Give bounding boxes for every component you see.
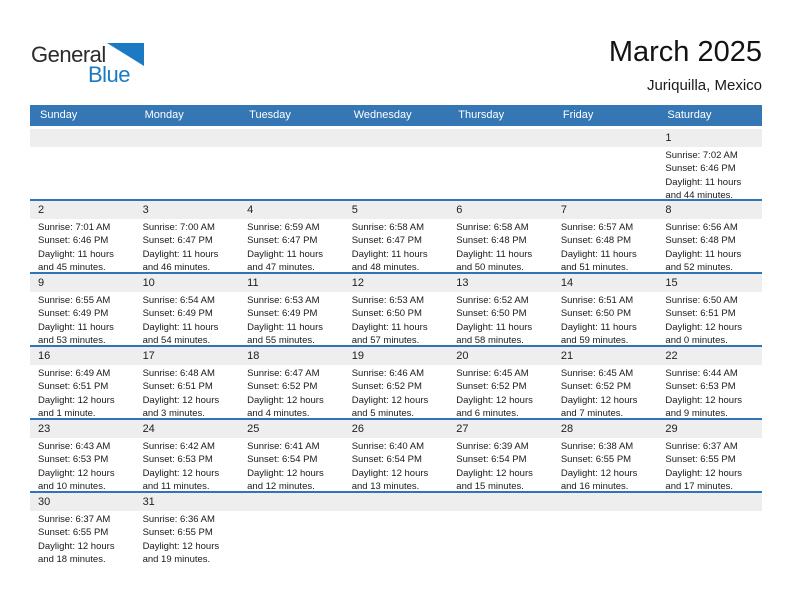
info-line: Sunrise: 6:53 AM	[247, 295, 320, 306]
week-row-3	[30, 272, 762, 345]
day-info	[30, 438, 135, 491]
info-line: Sunrise: 6:52 AM	[456, 295, 529, 306]
info-line: Sunset: 6:50 PM	[560, 308, 632, 320]
day-cell-empty	[448, 493, 553, 564]
info-line: Daylight: 12 hours	[247, 394, 324, 406]
day-cell-26	[344, 420, 449, 491]
info-line: and 44 minutes.	[665, 189, 734, 199]
day-cell-empty	[135, 129, 240, 199]
info-line: Sunrise: 7:02 AM	[665, 150, 738, 161]
info-line: Sunset: 6:46 PM	[38, 235, 109, 247]
day-cell-11	[239, 274, 344, 345]
info-line: Sunset: 6:52 PM	[247, 381, 318, 393]
info-line: Sunrise: 6:48 AM	[142, 368, 215, 379]
info-line: Sunrise: 6:58 AM	[456, 222, 529, 233]
day-cell-16	[30, 347, 135, 418]
day-info	[135, 511, 240, 564]
day-number	[344, 129, 449, 147]
day-number: 24	[135, 420, 240, 438]
day-number	[135, 129, 240, 147]
info-line: Sunset: 6:54 PM	[456, 454, 527, 466]
info-line: Daylight: 12 hours	[247, 467, 324, 479]
day-cell-30	[30, 493, 135, 564]
info-line: Sunset: 6:52 PM	[560, 381, 632, 393]
info-line: Sunset: 6:51 PM	[665, 308, 736, 320]
logo-text-blue: Blue	[88, 62, 131, 87]
day-cell-12	[344, 274, 449, 345]
day-number: 8	[657, 201, 762, 219]
info-line: Sunrise: 6:54 AM	[142, 295, 215, 306]
info-line: Sunrise: 6:50 AM	[665, 295, 738, 306]
day-number	[553, 493, 658, 511]
info-line: Daylight: 11 hours	[38, 321, 114, 333]
info-line: Daylight: 11 hours	[560, 321, 637, 333]
day-info	[448, 292, 553, 345]
info-line: Sunrise: 7:01 AM	[38, 222, 111, 233]
day-info	[135, 292, 240, 345]
info-line: and 18 minutes.	[38, 553, 106, 564]
info-line: Sunset: 6:49 PM	[38, 308, 109, 320]
day-number: 3	[135, 201, 240, 219]
info-line: Daylight: 12 hours	[665, 394, 742, 406]
info-line: Daylight: 11 hours	[665, 248, 742, 260]
day-cell-empty	[344, 129, 449, 199]
info-line: and 3 minutes.	[142, 407, 205, 418]
info-line: Sunrise: 6:59 AM	[247, 222, 320, 233]
info-line: Sunset: 6:48 PM	[456, 235, 527, 247]
info-line: and 52 minutes.	[665, 261, 734, 272]
day-number: 25	[239, 420, 344, 438]
day-number: 19	[344, 347, 449, 365]
weekday-tuesday: Tuesday	[249, 109, 291, 121]
weekday-thursday: Thursday	[458, 109, 505, 121]
day-number: 2	[30, 201, 135, 219]
info-line: and 59 minutes.	[560, 334, 629, 345]
day-cell-22	[657, 347, 762, 418]
info-line: Daylight: 12 hours	[38, 394, 115, 406]
info-line: and 10 minutes.	[38, 480, 106, 491]
info-line: Daylight: 12 hours	[560, 467, 638, 479]
info-line: Sunset: 6:47 PM	[247, 235, 318, 247]
day-info	[448, 438, 553, 491]
day-info	[553, 365, 658, 418]
day-info	[448, 365, 553, 418]
info-line: Sunset: 6:55 PM	[665, 454, 736, 466]
day-cell-19	[344, 347, 449, 418]
info-line: Daylight: 11 hours	[351, 248, 428, 260]
day-cell-28	[553, 420, 658, 491]
info-line: Daylight: 11 hours	[456, 248, 533, 260]
page-location: Juriquilla, Mexico	[646, 77, 762, 94]
day-cell-9	[30, 274, 135, 345]
info-line: Sunrise: 6:46 AM	[351, 368, 425, 379]
weekday-saturday: Saturday	[667, 109, 712, 121]
info-line: Sunrise: 6:43 AM	[38, 441, 111, 452]
info-line: and 46 minutes.	[142, 261, 211, 272]
info-line: Daylight: 12 hours	[142, 467, 220, 479]
info-line: Sunset: 6:51 PM	[142, 381, 213, 393]
info-line: Sunset: 6:47 PM	[351, 235, 422, 247]
info-line: and 6 minutes.	[456, 407, 519, 418]
day-cell-3	[135, 201, 240, 272]
day-number: 23	[30, 420, 135, 438]
info-line: Daylight: 11 hours	[142, 248, 219, 260]
day-number	[657, 493, 762, 511]
info-line: Sunrise: 6:42 AM	[142, 441, 215, 452]
day-cell-1	[657, 129, 762, 199]
day-info	[553, 292, 658, 345]
day-number: 31	[135, 493, 240, 511]
day-number: 26	[344, 420, 449, 438]
day-info	[553, 219, 658, 272]
info-line: and 9 minutes.	[665, 407, 728, 418]
day-number: 28	[553, 420, 658, 438]
day-info	[344, 438, 449, 491]
day-info	[239, 438, 344, 491]
info-line: Daylight: 12 hours	[456, 394, 533, 406]
day-number	[344, 493, 449, 511]
day-cell-empty	[553, 493, 658, 564]
info-line: Sunset: 6:47 PM	[142, 235, 213, 247]
info-line: Sunrise: 6:37 AM	[38, 514, 111, 525]
day-info	[344, 219, 449, 272]
day-cell-empty	[239, 129, 344, 199]
info-line: Sunset: 6:46 PM	[665, 163, 736, 175]
info-line: and 13 minutes.	[351, 480, 420, 491]
day-info	[239, 365, 344, 418]
info-line: Sunset: 6:50 PM	[456, 308, 527, 320]
info-line: Sunset: 6:49 PM	[142, 308, 213, 320]
general-blue-logo	[31, 42, 151, 94]
info-line: and 53 minutes.	[38, 334, 106, 345]
day-cell-24	[135, 420, 240, 491]
info-line: and 17 minutes.	[665, 480, 734, 491]
weekday-sunday: Sunday	[40, 109, 78, 121]
day-cell-empty	[657, 493, 762, 564]
info-line: Sunset: 6:52 PM	[351, 381, 422, 393]
day-info	[657, 219, 762, 272]
day-info	[239, 292, 344, 345]
info-line: Sunset: 6:53 PM	[665, 381, 736, 393]
day-info	[30, 365, 135, 418]
info-line: Daylight: 11 hours	[142, 321, 219, 333]
day-number: 9	[30, 274, 135, 292]
day-cell-4	[239, 201, 344, 272]
info-line: Sunrise: 6:55 AM	[38, 295, 111, 306]
info-line: Daylight: 12 hours	[351, 467, 429, 479]
info-line: Daylight: 11 hours	[560, 248, 637, 260]
weekday-wednesday: Wednesday	[353, 109, 412, 121]
info-line: Daylight: 12 hours	[456, 467, 533, 479]
day-info	[657, 438, 762, 491]
day-info	[30, 219, 135, 272]
info-line: Daylight: 12 hours	[665, 467, 742, 479]
info-line: and 54 minutes.	[142, 334, 211, 345]
day-cell-7	[553, 201, 658, 272]
day-number: 15	[657, 274, 762, 292]
day-number: 22	[657, 347, 762, 365]
day-cell-13	[448, 274, 553, 345]
info-line: Sunrise: 6:58 AM	[351, 222, 425, 233]
day-info	[657, 147, 762, 199]
info-line: and 55 minutes.	[247, 334, 315, 345]
info-line: Sunset: 6:53 PM	[38, 454, 109, 466]
day-cell-17	[135, 347, 240, 418]
info-line: Sunset: 6:48 PM	[560, 235, 632, 247]
day-number	[448, 493, 553, 511]
info-line: Daylight: 12 hours	[560, 394, 638, 406]
day-number	[448, 129, 553, 147]
page-title: March 2025	[608, 36, 762, 68]
day-info	[344, 365, 449, 418]
day-cell-31	[135, 493, 240, 564]
day-cell-23	[30, 420, 135, 491]
day-number: 12	[344, 274, 449, 292]
day-cell-empty	[30, 129, 135, 199]
info-line: Sunrise: 6:51 AM	[560, 295, 634, 306]
info-line: Sunset: 6:51 PM	[38, 381, 109, 393]
day-number: 5	[344, 201, 449, 219]
info-line: and 12 minutes.	[247, 480, 315, 491]
info-line: and 48 minutes.	[351, 261, 420, 272]
info-line: Sunrise: 6:37 AM	[665, 441, 738, 452]
info-line: Sunrise: 7:00 AM	[142, 222, 215, 233]
day-cell-empty	[553, 129, 658, 199]
day-cell-6	[448, 201, 553, 272]
info-line: and 16 minutes.	[560, 480, 629, 491]
day-cell-14	[553, 274, 658, 345]
calendar	[30, 105, 762, 564]
info-line: Daylight: 12 hours	[351, 394, 429, 406]
day-info	[448, 219, 553, 272]
info-line: and 19 minutes.	[142, 553, 211, 564]
info-line: and 47 minutes.	[247, 261, 315, 272]
info-line: Daylight: 12 hours	[38, 467, 115, 479]
day-number: 10	[135, 274, 240, 292]
day-info	[30, 511, 135, 564]
day-number: 11	[239, 274, 344, 292]
day-number: 20	[448, 347, 553, 365]
info-line: Daylight: 12 hours	[142, 394, 220, 406]
day-cell-15	[657, 274, 762, 345]
day-cell-29	[657, 420, 762, 491]
weekday-friday: Friday	[562, 109, 594, 121]
info-line: Sunset: 6:55 PM	[560, 454, 632, 466]
info-line: Sunrise: 6:49 AM	[38, 368, 111, 379]
info-line: Sunset: 6:49 PM	[247, 308, 318, 320]
info-line: Sunset: 6:48 PM	[665, 235, 736, 247]
info-line: Sunrise: 6:45 AM	[456, 368, 529, 379]
info-line: and 11 minutes.	[142, 480, 210, 491]
day-number: 30	[30, 493, 135, 511]
day-cell-8	[657, 201, 762, 272]
info-line: Sunrise: 6:57 AM	[560, 222, 634, 233]
info-line: and 51 minutes.	[560, 261, 629, 272]
week-row-2	[30, 199, 762, 272]
info-line: Sunset: 6:55 PM	[38, 527, 109, 539]
info-line: Sunrise: 6:41 AM	[247, 441, 320, 452]
info-line: Sunrise: 6:39 AM	[456, 441, 529, 452]
day-info	[135, 219, 240, 272]
info-line: Daylight: 11 hours	[247, 321, 324, 333]
info-line: Daylight: 11 hours	[38, 248, 114, 260]
day-cell-20	[448, 347, 553, 418]
day-cell-empty	[344, 493, 449, 564]
info-line: Sunset: 6:55 PM	[142, 527, 213, 539]
day-number	[239, 129, 344, 147]
day-info	[344, 292, 449, 345]
info-line: and 4 minutes.	[247, 407, 310, 418]
info-line: and 0 minutes.	[665, 334, 728, 345]
day-number: 13	[448, 274, 553, 292]
day-cell-empty	[448, 129, 553, 199]
weekday-monday: Monday	[144, 109, 184, 121]
info-line: Sunset: 6:54 PM	[351, 454, 422, 466]
info-line: Sunrise: 6:36 AM	[142, 514, 215, 525]
info-line: and 57 minutes.	[351, 334, 420, 345]
day-cell-empty	[239, 493, 344, 564]
week-row-1	[30, 129, 762, 199]
day-cell-21	[553, 347, 658, 418]
info-line: Sunrise: 6:40 AM	[351, 441, 425, 452]
info-line: Sunrise: 6:44 AM	[665, 368, 738, 379]
info-line: Sunset: 6:53 PM	[142, 454, 213, 466]
info-line: Sunrise: 6:45 AM	[560, 368, 634, 379]
day-info	[657, 292, 762, 345]
info-line: Daylight: 11 hours	[456, 321, 533, 333]
info-line: Sunset: 6:50 PM	[351, 308, 422, 320]
info-line: Sunrise: 6:47 AM	[247, 368, 320, 379]
info-line: and 7 minutes.	[560, 407, 624, 418]
day-number: 27	[448, 420, 553, 438]
day-number: 7	[553, 201, 658, 219]
day-number: 14	[553, 274, 658, 292]
info-line: and 5 minutes.	[351, 407, 415, 418]
info-line: Sunset: 6:54 PM	[247, 454, 318, 466]
info-line: Sunrise: 6:38 AM	[560, 441, 634, 452]
day-cell-5	[344, 201, 449, 272]
day-cell-10	[135, 274, 240, 345]
weekday-header-row	[30, 105, 762, 126]
week-row-4	[30, 345, 762, 418]
day-cell-2	[30, 201, 135, 272]
week-row-6	[30, 491, 762, 564]
info-line: Daylight: 12 hours	[142, 540, 220, 552]
info-line: and 58 minutes.	[456, 334, 524, 345]
day-info	[30, 292, 135, 345]
info-line: Daylight: 12 hours	[38, 540, 115, 552]
calendar-grid	[30, 129, 762, 564]
week-row-5	[30, 418, 762, 491]
info-line: Daylight: 11 hours	[665, 176, 742, 188]
info-line: Daylight: 11 hours	[247, 248, 324, 260]
info-line: Daylight: 12 hours	[665, 321, 742, 333]
day-number	[553, 129, 658, 147]
info-line: Sunset: 6:52 PM	[456, 381, 527, 393]
day-number: 6	[448, 201, 553, 219]
day-number: 18	[239, 347, 344, 365]
info-line: Sunrise: 6:56 AM	[665, 222, 738, 233]
logo-text-general: General	[31, 42, 106, 67]
info-line: and 50 minutes.	[456, 261, 524, 272]
info-line: and 15 minutes.	[456, 480, 524, 491]
day-number: 4	[239, 201, 344, 219]
info-line: and 45 minutes.	[38, 261, 106, 272]
info-line: Sunrise: 6:53 AM	[351, 295, 425, 306]
day-info	[135, 438, 240, 491]
day-info	[657, 365, 762, 418]
day-number: 1	[657, 129, 762, 147]
day-number	[239, 493, 344, 511]
day-cell-27	[448, 420, 553, 491]
day-number	[30, 129, 135, 147]
day-number: 21	[553, 347, 658, 365]
day-info	[239, 219, 344, 272]
day-info	[553, 438, 658, 491]
info-line: Daylight: 11 hours	[351, 321, 428, 333]
day-info	[135, 365, 240, 418]
day-number: 17	[135, 347, 240, 365]
day-cell-18	[239, 347, 344, 418]
day-cell-25	[239, 420, 344, 491]
day-number: 16	[30, 347, 135, 365]
day-number: 29	[657, 420, 762, 438]
info-line: and 1 minute.	[38, 407, 96, 418]
